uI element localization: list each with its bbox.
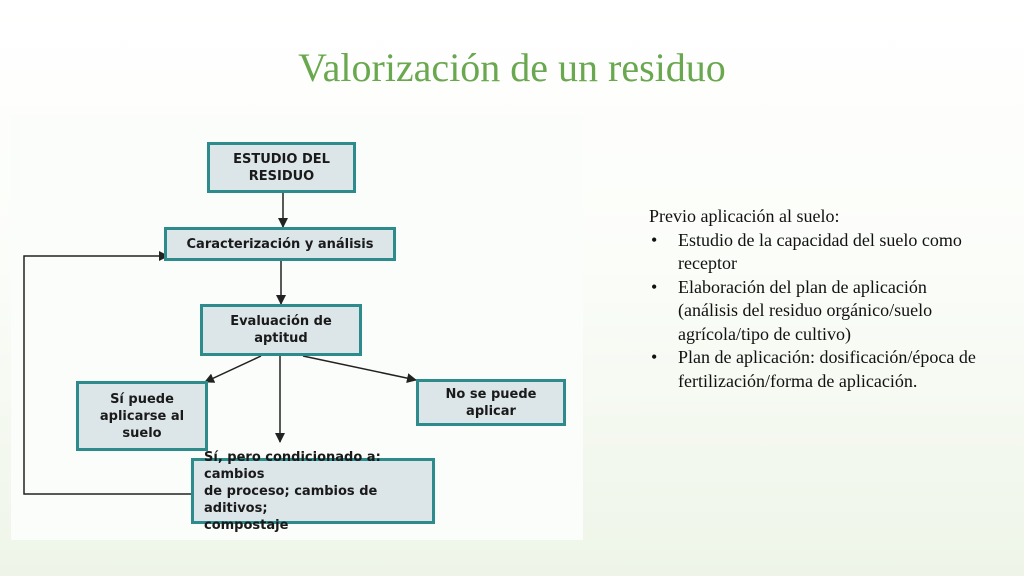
list-item (649, 276, 989, 347)
bullet-icon: • (651, 229, 658, 250)
box-caracterizacion (164, 227, 396, 261)
notes-intro: Previo aplicación al suelo: (649, 206, 840, 226)
box-evaluacion (200, 304, 362, 356)
list-item (649, 346, 989, 393)
list-item-text: Estudio de la capacidad del suelo como receptor (678, 229, 962, 273)
box-estudio-del-residuo (207, 142, 356, 193)
bullet-icon: • (651, 347, 658, 367)
box-si-puede-label: Sí puede aplicarse al suelo (99, 391, 185, 441)
notes-block (649, 205, 989, 393)
list-item-text: Plan de aplicación: dosificación/época de fertilización/forma de aplicación. (678, 347, 976, 391)
box-no-puede (416, 379, 566, 426)
box-condicionado (191, 449, 435, 533)
box-caracterizacion-label: Caracterización y análisis (186, 236, 374, 252)
flowchart (11, 115, 583, 540)
arrow-evaluacion-to-no-puede (303, 356, 416, 380)
slide-title: Valorización de un residuo (298, 45, 726, 90)
notes-list (649, 229, 989, 394)
list-item (649, 229, 989, 276)
box-si-puede (76, 381, 208, 451)
bullet-icon: • (651, 276, 658, 297)
arrow-feedback-loop (24, 256, 191, 494)
box-evaluacion-label: Evaluación de aptitud (230, 314, 332, 346)
box-no-puede-label: No se puede aplicar (445, 386, 537, 419)
arrow-evaluacion-to-si-puede (205, 356, 261, 382)
list-item-text: Elaboración del plan de aplicación (análisis del residuo orgánico/suelo agrícola/tipo de cultivo) (678, 276, 933, 344)
box-condicionado-label: Sí, pero condicionado a: cambios de proceso; cambios de aditivos; compostaje (204, 449, 381, 533)
box-estudio-label: ESTUDIO DEL RESIDUO (233, 151, 330, 184)
